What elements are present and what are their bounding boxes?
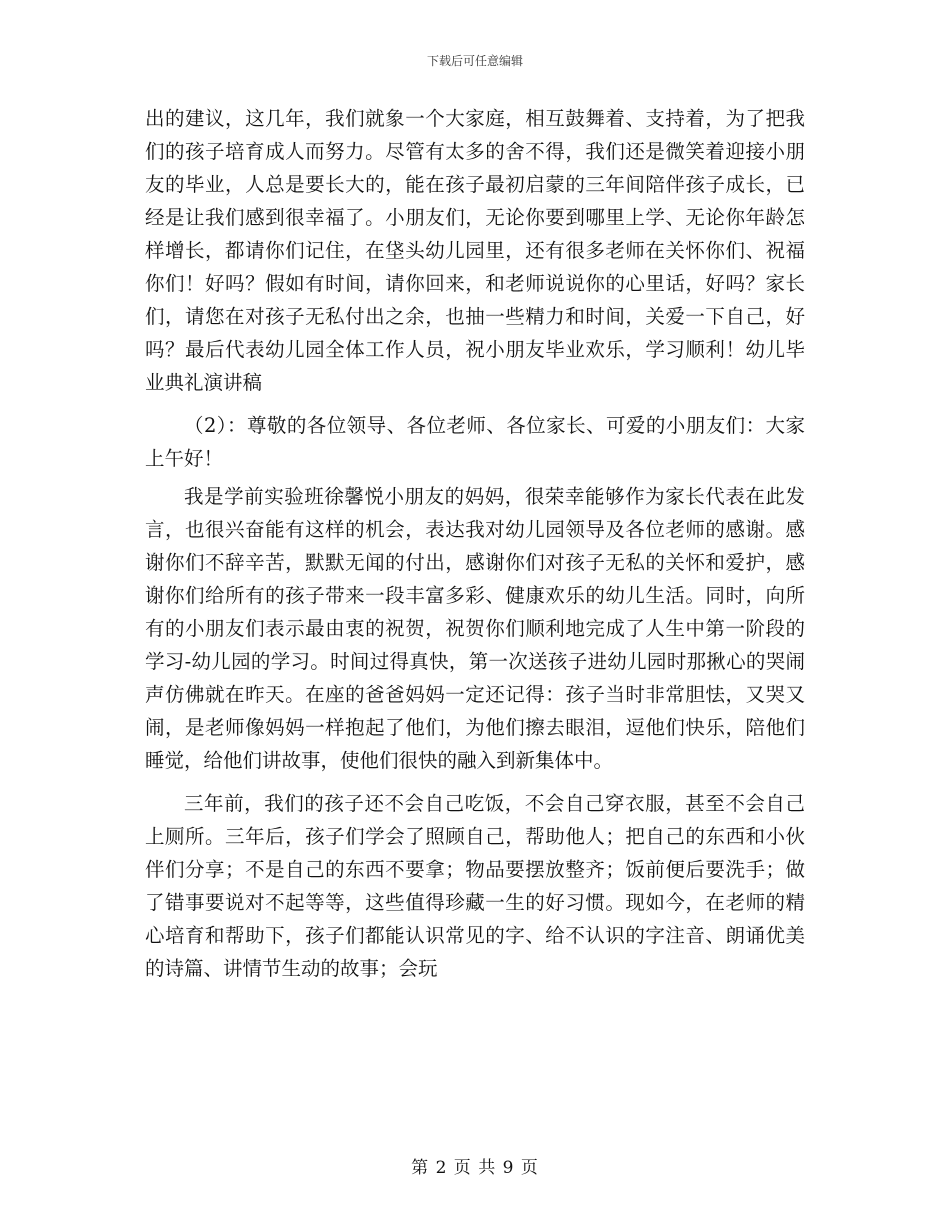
page-footer: 第 2 页 共 9 页 — [411, 1158, 539, 1178]
paragraph-4: 三年前，我们的孩子还不会自己吃饭，不会自己穿衣服，甚至不会自己上厕所。三年后，孩子们学会了照顾自己，帮助他人；把自己的东西和小伙伴们分享；不是自己的东西不要拿；物品要摆放整齐；饭前便后要洗手；做了错事要说对不起等等，这些值得珍藏一生的好习惯。现如今，在老师的精心培育和帮助下，孩子们都能认识常见的字、给不认识的字注音、朗诵优美的诗篇、讲情节生动的故事；会玩 — [145, 792, 805, 980]
paragraph-1: 出的建议，这几年，我们就象一个大家庭，相互鼓舞着、支持着，为了把我们的孩子培育成人而努力。尽管有太多的舍不得，我们还是微笑着迎接小朋友的毕业，人总是要长大的，能在孩子最初启蒙的三年间陪伴孩子成长，已经是让我们感到很幸福了。小朋友们，无论你要到哪里上学、无论你年龄怎样增长，都请你们记住，在垡头幼儿园里，还有很多老师在关怀你们、祝福你们！好吗？假如有时间，请你回来，和老师说说你的心里话，好吗？家长们，请您在对孩子无私付出之余，也抽一些精力和时间，关爱一下自己，好吗？最后代表幼儿园全体工作人员，祝小朋友毕业欢乐，学习顺利！幼儿毕业典礼演讲稿 — [145, 107, 805, 394]
document-body — [145, 102, 805, 995]
paragraph-3: 我是学前实验班徐馨悦小朋友的妈妈，很荣幸能够作为家长代表在此发言，也很兴奋能有这样的机会，表达我对幼儿园领导及各位老师的感谢。感谢你们不辞辛苦，默默无闻的付出，感谢你们对孩子无私的关怀和爱护，感谢你们给所有的孩子带来一段丰富多彩、健康欢乐的幼儿生活。同时，向所有的小朋友们表示最由衷的祝贺，祝贺你们顺利地完成了人生中第一阶段的学习-幼儿园的学习。时间过得真快，第一次送孩子进幼儿园时那揪心的哭闹声仿佛就在昨天。在座的爸爸妈妈一定还记得：孩子当时非常胆怯，又哭又闹，是老师像妈妈一样抱起了他们，为他们擦去眼泪，逗他们快乐，陪他们睡觉，给他们讲故事，使他们很快的融入到新集体中。 — [145, 485, 805, 772]
paragraph-2: （2）：尊敬的各位领导、各位老师、各位家长、可爱的小朋友们：大家上午好！ — [145, 414, 805, 470]
page-header: 下载后可任意编辑 — [426, 54, 523, 68]
